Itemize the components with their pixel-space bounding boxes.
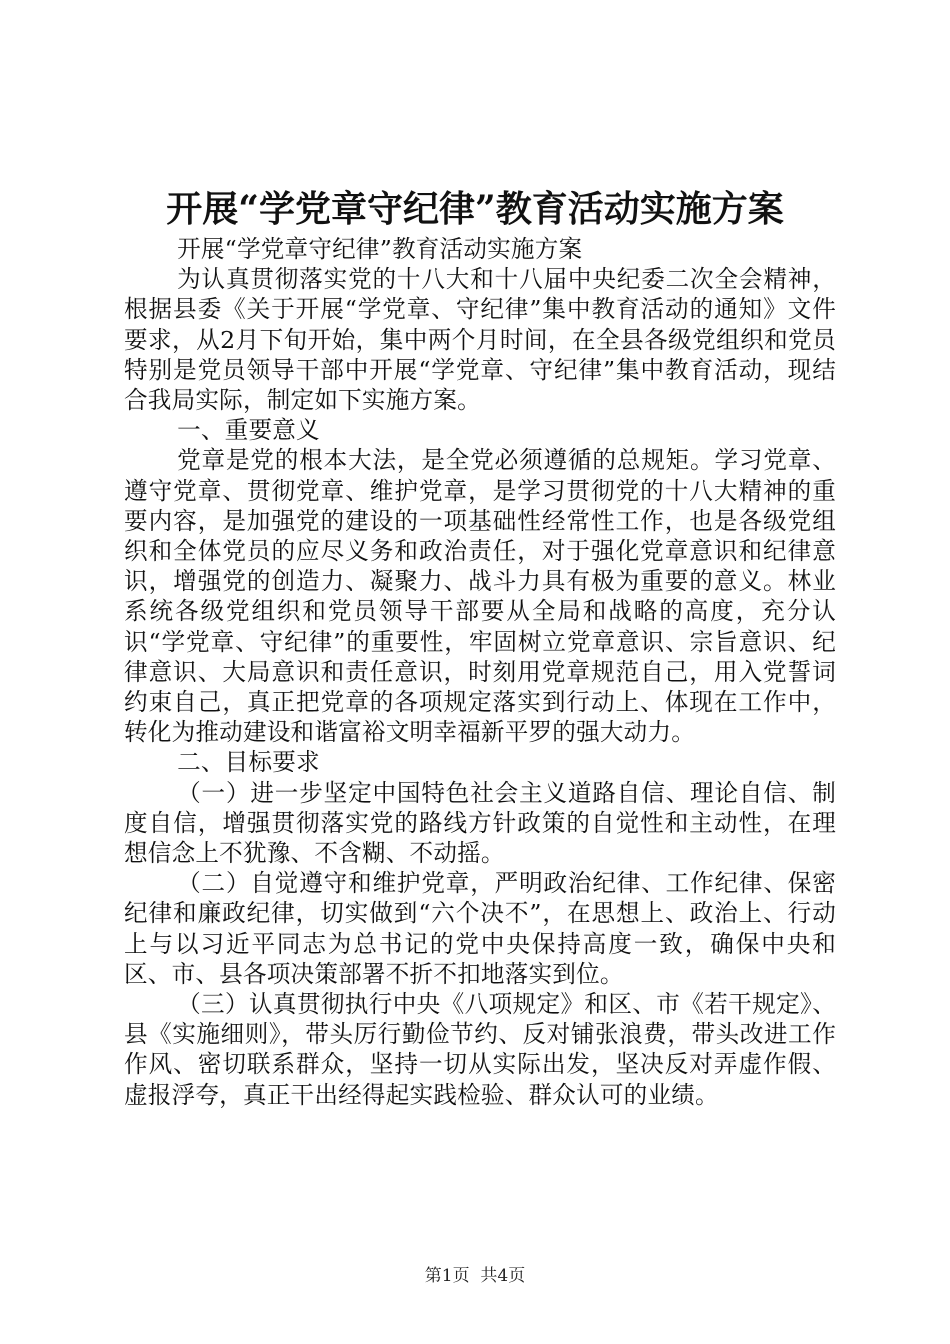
goal-item-2: （二）自觉遵守和维护党章，严明政治纪律、工作纪律、保密纪律和廉政纪律，切实做到“六个决不”，在思想上、政治上、行动上与以习近平同志为总书记的党中央保持高度一致，确保中央和区、市、县各项决策部署不折不扣地落实到位。 — [124, 869, 836, 988]
document-body — [124, 234, 836, 1110]
page-footer — [0, 1264, 950, 1288]
goal-item-1: （一）进一步坚定中国特色社会主义道路自信、理论自信、制度自信，增强贯彻落实党的路线方针政策的自觉性和主动性，在理想信念上不犹豫、不含糊、不动摇。 — [124, 778, 836, 868]
goal-item-3: （三）认真贯彻执行中央《八项规定》和区、市《若干规定》、县《实施细则》，带头厉行勤俭节约、反对铺张浪费，带头改进工作作风、密切联系群众，坚持一切从实际出发，坚决反对弄虚作假、虚报浮夸，真正干出经得起实践检验、群众认可的业绩。 — [124, 990, 836, 1109]
page-number: 第1页 — [424, 1266, 470, 1286]
intro-paragraph: 为认真贯彻落实党的十八大和十八届中央纪委二次全会精神，根据县委《关于开展“学党章、守纪律”集中教育活动的通知》文件要求，从2月下旬开始，集中两个月时间，在全县各级党组织和党员特别是党员领导干部中开展“学党章、守纪律”集中教育活动，现结合我局实际，制定如下实施方案。 — [124, 265, 836, 415]
section-heading-significance: 一、重要意义 — [177, 416, 320, 445]
document-title: 开展“学党章守纪律”教育活动实施方案 — [166, 188, 784, 230]
page-total: 共4页 — [480, 1266, 526, 1286]
section-heading-goals: 二、目标要求 — [177, 748, 320, 777]
subtitle-paragraph: 开展“学党章守纪律”教育活动实施方案 — [177, 235, 583, 263]
significance-paragraph: 党章是党的根本大法，是全党必须遵循的总规矩。学习党章、遵守党章、贯彻党章、维护党章，是学习贯彻党的十八大精神的重要内容，是加强党的建设的一项基础性经常性工作，也是各级党组织和全体党员的应尽义务和政治责任，对于强化党章意识和纪律意识，增强党的创造力、凝聚力、战斗力具有极为重要的意义。林业系统各级党组织和党员领导干部要从全局和战略的高度，充分认识“学党章、守纪律”的重要性，牢固树立党章意识、宗旨意识、纪律意识、大局意识和责任意识，时刻用党章规范自己，用入党誓词约束自己，真正把党章的各项规定落实到行动上、体现在工作中，转化为推动建设和谐富裕文明幸福新平罗的强大动力。 — [124, 446, 836, 747]
